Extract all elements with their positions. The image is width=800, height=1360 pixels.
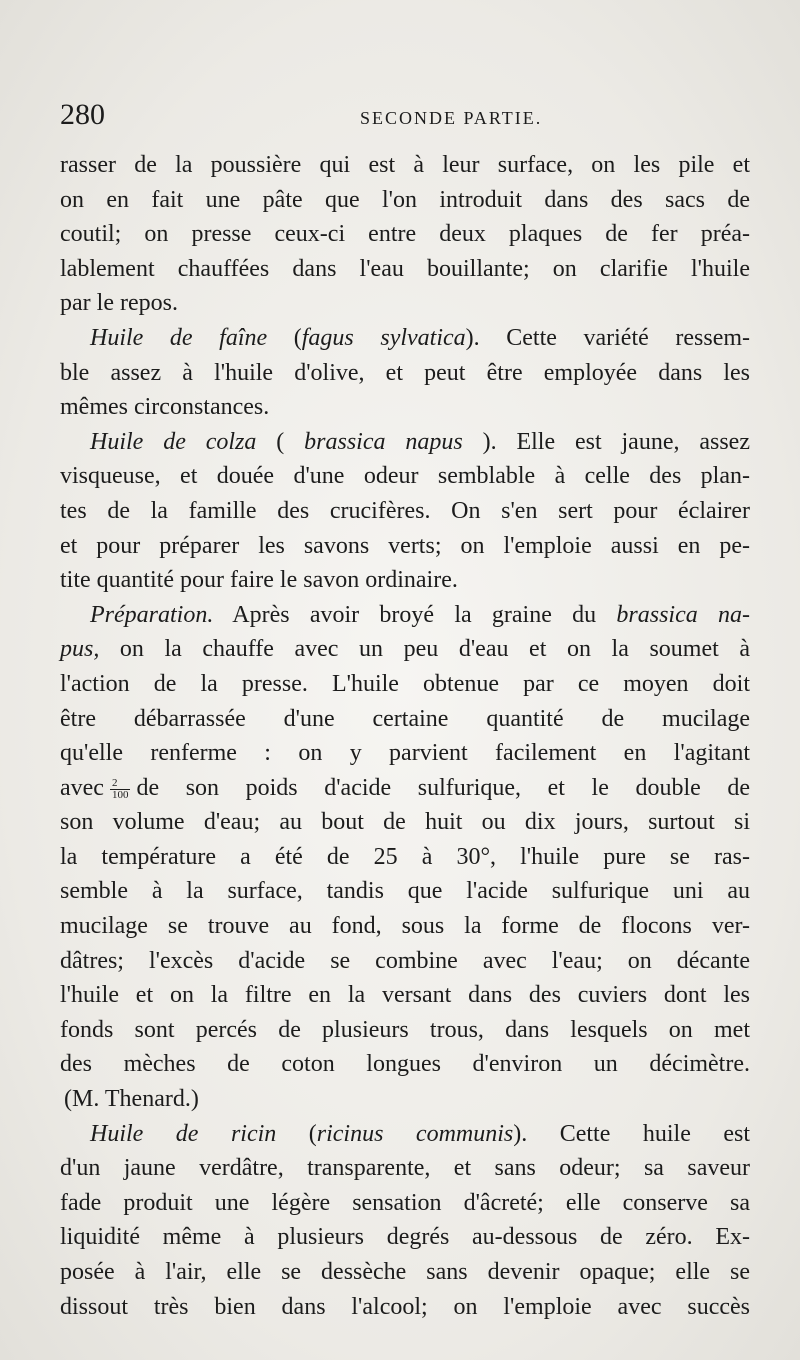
text-line: mêmes circonstances.	[60, 394, 270, 421]
text-line: posée à l'air, elle se dessèche sans devenir opaque; elle se	[60, 1259, 750, 1285]
page-header	[60, 98, 750, 138]
italic-term: Huile de colza	[90, 428, 257, 455]
italic-term: Huile de faîne	[90, 324, 268, 351]
text-line: coutil; on presse ceux-ci entre deux plaques de fer préa-	[60, 221, 750, 248]
text-line: dissout très bien dans l'alcool; on l'emploie avec succès	[60, 1293, 750, 1320]
text-line: et pour préparer les savons verts; on l'emploie aussi en pe-	[60, 532, 750, 559]
text-line: être débarrassée d'une certaine quantité de mucilage	[60, 705, 750, 732]
text-line: l'action de la presse. L'huile obtenue par ce moyen doit	[60, 670, 750, 697]
text-line: liquidité même à plusieurs degrés au-dessous de zéro. Ex-	[60, 1224, 750, 1251]
text-line: son volume d'eau; au bout de huit ou dix jours, surtout si	[60, 809, 750, 836]
text-line: on en fait une pâte que l'on introduit dans des sacs de	[60, 186, 750, 213]
text-line: la température a été de 25 à 30°, l'huile pure se ras-	[60, 843, 750, 870]
text-line: fade produit une légère sensation d'âcreté; elle conserve sa	[60, 1189, 750, 1216]
text-line: tite quantité pour faire le savon ordinaire.	[60, 567, 458, 594]
text-line: l'huile et on la filtre en la versant dans des cuviers dont les	[60, 982, 750, 1009]
text-line-with-fraction: avec $\frac{2}{100}$ de son poids d'acide sulfurique, et le double de	[60, 774, 750, 801]
citation: (M. Thenard.)	[64, 1086, 199, 1113]
text-line: dâtres; l'excès d'acide se combine avec l'eau; on décante	[60, 947, 750, 974]
page-body	[60, 148, 750, 1324]
text-line: par le repos.	[60, 290, 178, 317]
text-line: tes de la famille des crucifères. On s'en sert pour éclairer	[60, 497, 750, 524]
paragraph-start-huile-de-faine: Huile de faîne (fagus sylvatica). Cette variété ressem-	[90, 324, 750, 351]
text-line: semble à la surface, tandis que l'acide sulfurique uni au	[60, 878, 750, 905]
running-head: SECONDE PARTIE.	[360, 108, 543, 128]
text-line: visqueuse, et douée d'une odeur semblable à celle des plan-	[60, 463, 750, 490]
italic-term: Huile de ricin	[90, 1120, 277, 1147]
text-line: des mèches de coton longues d'environ un décimètre.	[60, 1051, 750, 1078]
text-line: fonds sont percés de plusieurs trous, dans lesquels on met	[60, 1016, 750, 1043]
text-line: ble assez à l'huile d'olive, et peut être employée dans les	[60, 359, 750, 386]
paragraph-start-huile-de-colza: Huile de colza ( brassica napus ). Elle est jaune, assez	[90, 428, 750, 455]
paragraph-start-huile-de-ricin: Huile de ricin (ricinus communis). Cette huile est	[90, 1120, 750, 1147]
italic-term: Préparation.	[90, 601, 214, 628]
page-number: 280	[60, 98, 105, 131]
italic-latin-name: brassica na-	[616, 601, 750, 628]
text-line: lablement chauffées dans l'eau bouillante; on clarifie l'huile	[60, 255, 750, 282]
text-line: d'un jaune verdâtre, transparente, et sans odeur; sa saveur	[60, 1155, 750, 1182]
text-line: qu'elle renferme : on y parvient facilement en l'agitant	[60, 740, 750, 767]
text-line: mucilage se trouve au fond, sous la forme de flocons ver-	[60, 913, 750, 940]
paragraph-start-preparation: Préparation. Après avoir broyé la graine du brassica na-	[90, 601, 750, 628]
italic-latin-name: fagus sylvatica	[301, 324, 466, 351]
italic-latin-name: pus,	[60, 636, 100, 663]
text-line: pus, on la chauffe avec un peu d'eau et on la soumet à	[60, 636, 750, 663]
fraction: $\frac{2}{100}$	[111, 776, 129, 801]
italic-latin-name: brassica napus	[304, 428, 463, 455]
text-line: rasser de la poussière qui est à leur surface, on les pile et	[60, 152, 750, 178]
italic-latin-name: ricinus communis	[316, 1120, 514, 1147]
